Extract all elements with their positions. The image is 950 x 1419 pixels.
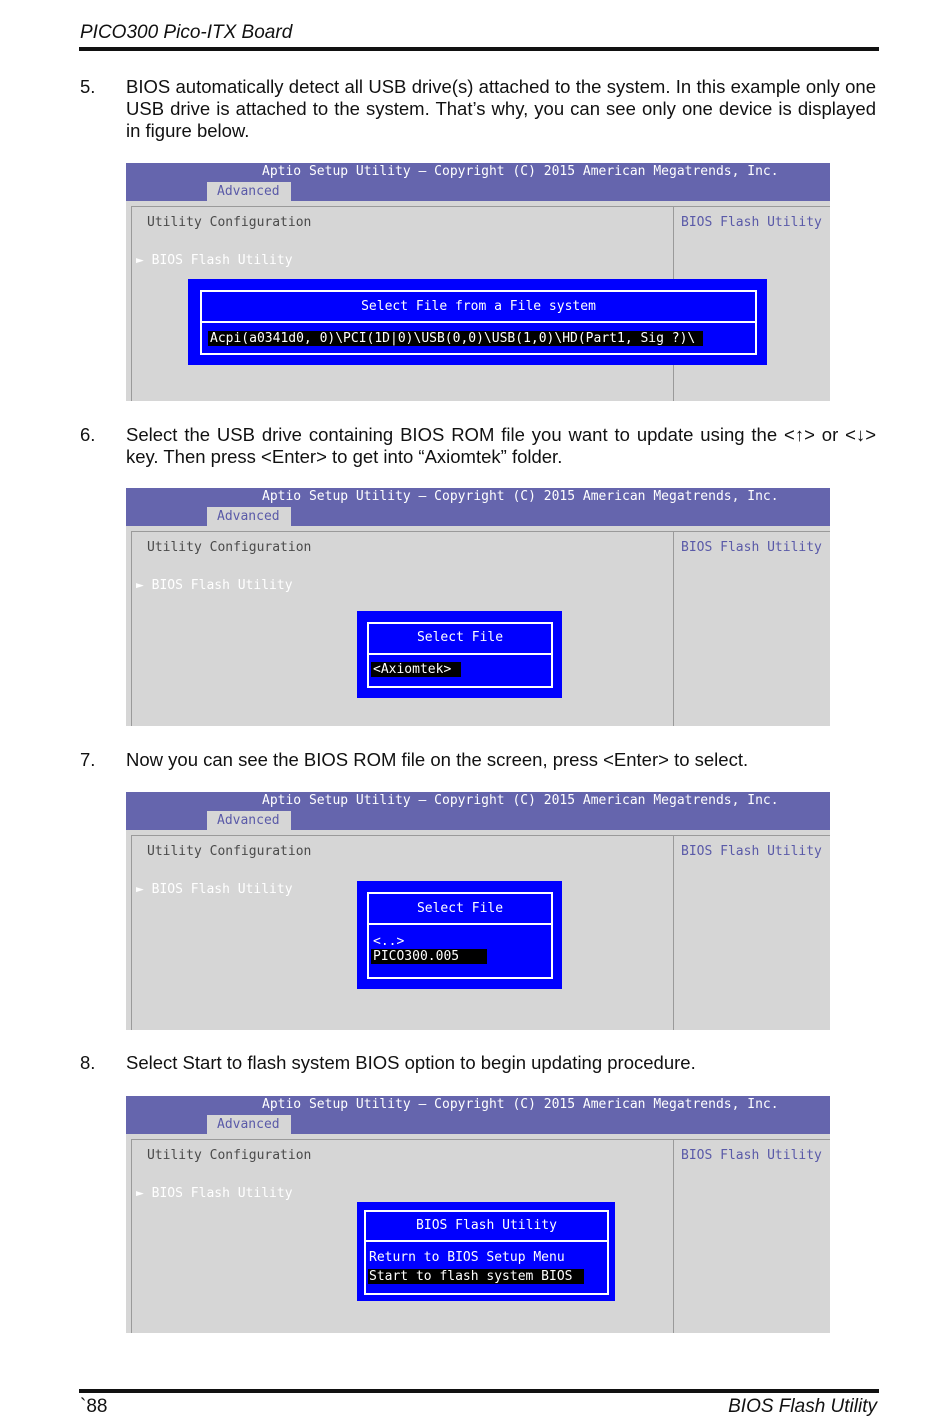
bios-divider [673,1139,674,1333]
step-text: Select the USB drive containing BIOS ROM file you want to update using the <↑> or <↓> key. Then press <Enter> to get into “Axiomtek” folder. [126,424,876,467]
bios-screenshot [126,792,830,1030]
file-system-option[interactable]: Acpi(a0341d0, 0)\PCI(1D|0)\USB(0,0)\USB(1,0)\HD(Part1, Sig ?)\ [208,331,703,346]
menu-item-bios-flash-utility[interactable]: ► BIOS Flash Utility [136,1186,293,1201]
menu-item-bios-flash-utility[interactable]: ► BIOS Flash Utility [136,578,293,593]
help-text: BIOS Flash Utility [681,1148,822,1163]
bios-screenshot [126,163,830,401]
dialog-separator [202,321,755,323]
step-number: 6. [80,424,96,445]
dialog-title: BIOS Flash Utility [416,1218,557,1233]
tab-advanced[interactable]: Advanced [207,507,291,526]
help-text: BIOS Flash Utility [681,540,822,555]
menu-item-bios-flash-utility[interactable]: ► BIOS Flash Utility [136,882,293,897]
footer-section-title: BIOS Flash Utility [728,1396,877,1417]
bios-title: Aptio Setup Utility – Copyright (C) 2015 American Megatrends, Inc. [262,489,779,504]
start-flash-option[interactable]: Start to flash system BIOS [368,1269,584,1284]
step-number: 7. [80,749,96,770]
dialog-title: Select File [416,630,504,645]
select-file-dialog [357,881,562,989]
page-header-title: PICO300 Pico-ITX Board [80,22,293,43]
step-text: BIOS automatically detect all USB drive(s) attached to the system. In this example only one USB drive is attached to the system. That’s why, you can see only one device is displayed in figure below. [126,76,876,141]
help-text: BIOS Flash Utility [681,844,822,859]
bios-title: Aptio Setup Utility – Copyright (C) 2015 American Megatrends, Inc. [262,793,779,808]
dialog-separator [366,1240,607,1242]
page-number: `88 [80,1396,108,1417]
dialog-separator [369,653,551,655]
bios-screenshot [126,1096,830,1333]
step-number: 5. [80,76,96,97]
dialog-frame [367,622,553,688]
dialog-frame [364,1210,609,1295]
tab-advanced[interactable]: Advanced [207,811,291,830]
dialog-frame [200,290,757,355]
tab-advanced[interactable]: Advanced [207,1115,291,1134]
bios-title: Aptio Setup Utility – Copyright (C) 2015 American Megatrends, Inc. [262,1097,779,1112]
select-file-dialog [357,611,562,698]
utility-configuration-label: Utility Configuration [147,215,312,230]
utility-configuration-label: Utility Configuration [147,844,312,859]
step-text: Select Start to flash system BIOS option to begin updating procedure. [126,1052,696,1073]
file-option-parent[interactable]: <..> [373,934,405,949]
menu-item-bios-flash-utility[interactable]: ► BIOS Flash Utility [136,253,293,268]
bios-flash-dialog [357,1202,615,1301]
dialog-title: Select File [416,901,504,916]
folder-option-axiomtek[interactable]: <Axiomtek> [371,662,461,677]
utility-configuration-label: Utility Configuration [147,540,312,555]
bios-screenshot [126,488,830,726]
help-text: BIOS Flash Utility [681,215,822,230]
dialog-title: Select File from a File system [361,299,596,314]
step-text: Now you can see the BIOS ROM file on the screen, press <Enter> to select. [126,749,749,770]
return-to-setup-option[interactable]: Return to BIOS Setup Menu [369,1250,565,1265]
utility-configuration-label: Utility Configuration [147,1148,312,1163]
footer-rule [79,1389,879,1393]
bios-divider [673,531,674,726]
bios-divider [673,835,674,1030]
step-number: 8. [80,1052,96,1073]
dialog-frame [367,892,553,979]
select-file-dialog [188,279,767,365]
bios-title: Aptio Setup Utility – Copyright (C) 2015 American Megatrends, Inc. [262,164,779,179]
dialog-separator [369,923,551,925]
file-option-rom[interactable]: PICO300.005 [371,949,487,964]
header-rule [79,47,879,51]
tab-advanced[interactable]: Advanced [207,182,291,201]
